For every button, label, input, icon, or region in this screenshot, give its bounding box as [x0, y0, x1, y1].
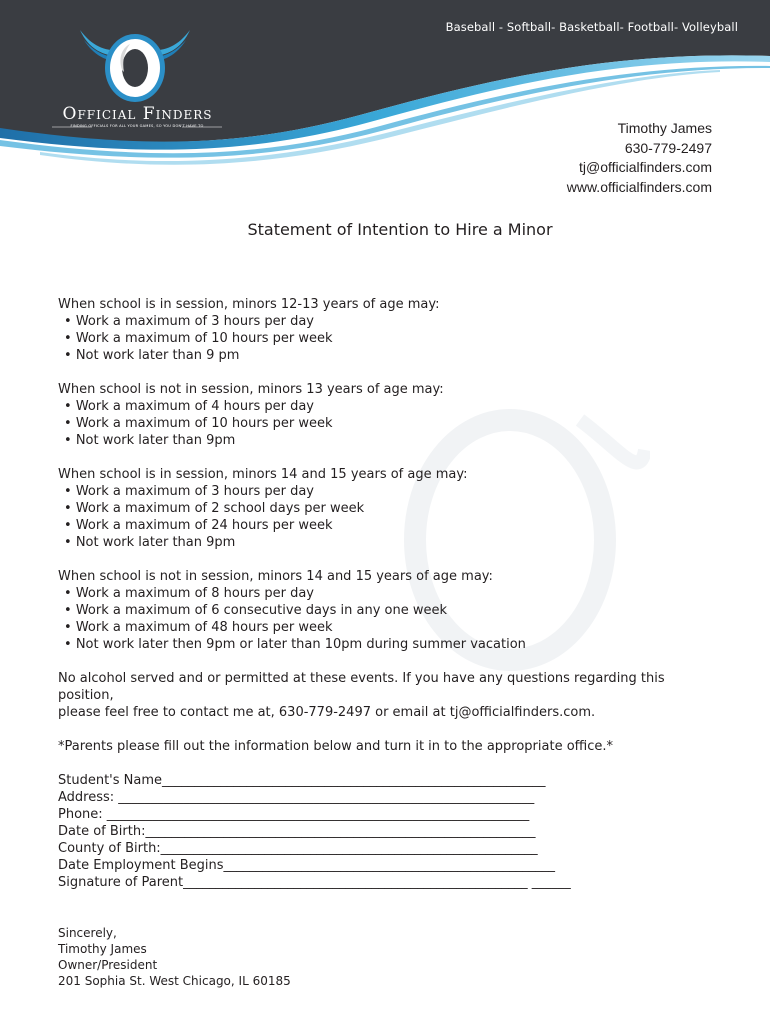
list-item: • Work a maximum of 3 hours per day	[58, 483, 718, 500]
section-1	[58, 296, 718, 364]
form-field-county-of-birth[interactable]: County of Birth:__________________________________________________________	[58, 841, 538, 856]
form-field-address[interactable]: Address: ________________________________________________________________	[58, 790, 535, 805]
contact-website: www.officialfinders.com	[566, 178, 712, 195]
contact-phone: 630-779-2497	[624, 139, 712, 156]
parents-note: *Parents please fill out the information below and turn it in to the appropriate office.*	[58, 739, 614, 754]
section-4	[58, 568, 718, 653]
form-field-phone[interactable]: Phone: _________________________________________________________________	[58, 807, 530, 822]
section-heading: When school is in session, minors 12-13 years of age may:	[58, 297, 440, 312]
section-3	[58, 466, 718, 551]
notice-line: No alcohol served and or permitted at these events. If you have any questions regarding this position,	[58, 671, 665, 703]
list-item: • Work a maximum of 8 hours per day	[58, 585, 718, 602]
info-form	[58, 772, 718, 891]
closing-block	[58, 925, 718, 989]
notice-line: please feel free to contact me at, 630-779-2497 or email at tj@officialfinders.com.	[58, 705, 596, 720]
list-item: • Not work later then 9pm or later than 10pm during summer vacation	[58, 636, 718, 653]
list-item: • Work a maximum of 10 hours per week	[58, 330, 718, 347]
closing-role: Owner/President	[58, 958, 158, 972]
form-field-parent-signature[interactable]: Signature of Parent_____________________________________________________ ______	[58, 875, 571, 890]
closing-salutation: Sincerely,	[58, 926, 117, 940]
document-title	[0, 220, 770, 239]
closing-address: 201 Sophia St. West Chicago, IL 60185	[58, 974, 291, 988]
section-2	[58, 381, 718, 449]
list-item: • Work a maximum of 10 hours per week	[58, 415, 718, 432]
list-item: • Not work later than 9pm	[58, 534, 718, 551]
contact-email: tj@officialfinders.com	[579, 159, 712, 175]
section-heading: When school is in session, minors 14 and 15 years of age may:	[58, 467, 468, 482]
list-item: • Work a maximum of 2 school days per week	[58, 500, 718, 517]
list-item: • Work a maximum of 3 hours per day	[58, 313, 718, 330]
logo-name: Official Finders	[62, 104, 213, 124]
list-item: • Not work later than 9pm	[58, 432, 718, 449]
contact-name: Timothy James	[617, 120, 712, 136]
sports-list: Baseball - Softball- Basketball- Football- Volleyball	[445, 20, 738, 34]
logo-tagline: FINDING OFFICIALS FOR ALL YOUR GAMES, SO YOU DON'T HAVE TO	[70, 124, 204, 128]
document-body	[58, 296, 718, 989]
list-item: • Work a maximum of 4 hours per day	[58, 398, 718, 415]
list-item: • Not work later than 9 pm	[58, 347, 718, 364]
contact-block	[567, 119, 712, 197]
list-item: • Work a maximum of 24 hours per week	[58, 517, 718, 534]
section-heading: When school is not in session, minors 14 and 15 years of age may:	[58, 569, 493, 584]
section-heading: When school is not in session, minors 13 years of age may:	[58, 382, 444, 397]
notice-paragraph	[58, 670, 718, 721]
list-item: • Work a maximum of 48 hours per week	[58, 619, 718, 636]
closing-name: Timothy James	[58, 942, 147, 956]
document-title-text: Statement of Intention to Hire a Minor	[247, 220, 553, 239]
form-field-student-name[interactable]: Student's Name___________________________________________________________	[58, 773, 546, 788]
form-field-employment-date[interactable]: Date Employment Begins___________________________________________________	[58, 858, 556, 873]
form-field-date-of-birth[interactable]: Date of Birth:____________________________________________________________	[58, 824, 536, 839]
list-item: • Work a maximum of 6 consecutive days in any one week	[58, 602, 718, 619]
